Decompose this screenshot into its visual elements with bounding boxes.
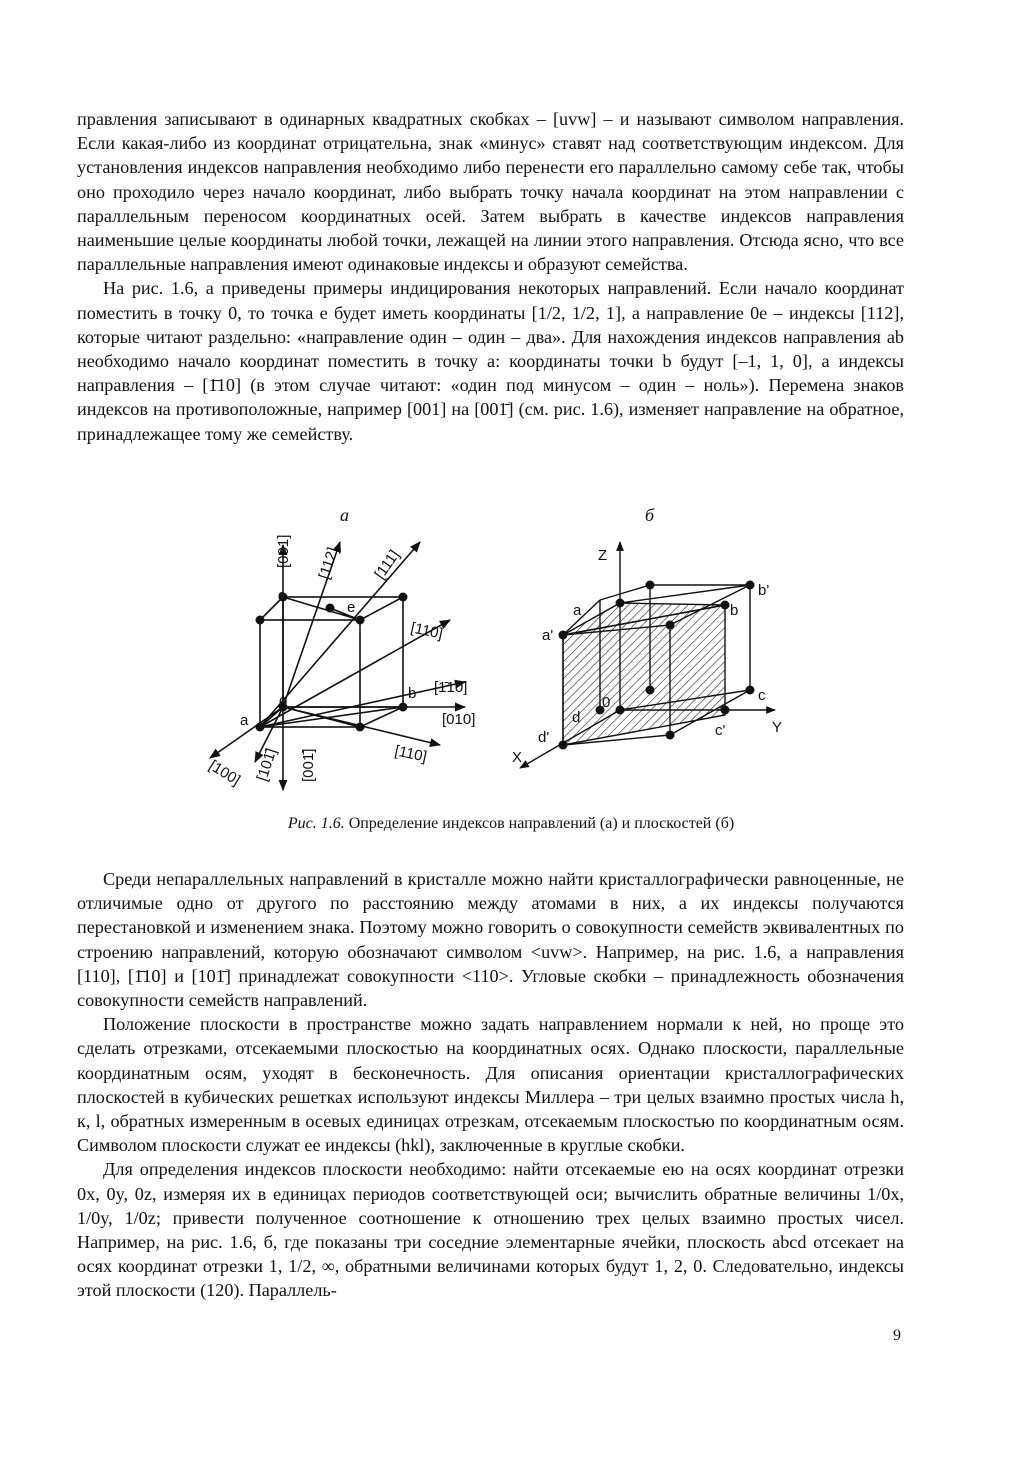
paragraph: На рис. 1.6, а приведены примеры индицирования некоторых направлений. Если начало координат поместить в точку 0, то точка e будет иметь координаты [1/2, 1/2, 1], а направление 0e – индексы [112], которые читают раздельно: «направление один – один – два». Для нахождения индексов направления ab необходимо начало координат поместить в точку a: координаты точки b будут [–1, 1, 0], а индексы направления – [1̄10] (в этом случае читают: «один под минусом – один – ноль»). Перемена знаков индексов на противоположные, например [001] на [001̄] (см. рис. 1.6), изменяет направление на обратное, принадлежащее тому же семейству. [77, 278, 904, 444]
point-e: e [347, 599, 356, 616]
point-c: c [278, 587, 286, 604]
figure-label-a: а [340, 505, 349, 525]
paragraph: Среди непараллельных направлений в кристалле можно найти кристаллографически равноценные, не отличимые одно от другого по расстоянию между атомами в них, а их индексы получаются перестановкой и изменением знака. Поэтому можно говорить о совокупности семейств эквивалентных по строению направлений, которую обозначают символом <uvw>. Например, на рис. 1.6, а направления [110], [1̄10] и [101̄] принадлежат совокупности <110>. Угловые скобки – принадлежность обозначения совокупности семейств направлений. [77, 869, 904, 1011]
figure-1-6 [190, 500, 790, 800]
axis-z: Z [598, 547, 608, 564]
point-c: c [758, 687, 766, 704]
point-o: 0 [279, 694, 288, 711]
point-b: b [730, 602, 739, 619]
figure-caption [0, 815, 1022, 833]
figure-diagrams [190, 500, 790, 800]
point-a-prime: a' [542, 627, 554, 644]
label-010: [010] [442, 711, 476, 728]
axis-y: Y [772, 719, 783, 736]
paragraph: Для определения индексов плоскости необходимо: найти отсекаемые ею на осях координат отрезки 0x, 0y, 0z, измеряя их в единицах периодов соответствующей оси; вычислить обратные величины 1/0x, 1/0y, 1/0z; привести полученное соотношение к отношению трех целых взаимно простых чисел. Например, на рис. 1.6, б, где показаны три соседние элементарные ячейки, плоскость abcd отсекает на осях координат отрезки 1, 1/2, ∞, обратными величинами которых будут 1, 2, 0. Следовательно, индексы этой плоскости (120). Параллель- [77, 1159, 904, 1301]
top-text [77, 107, 904, 446]
point-d: d [572, 709, 581, 726]
point-d-prime: d' [538, 729, 550, 746]
bottom-text [77, 867, 904, 1303]
point-a: a [573, 602, 582, 619]
label-001: [001] [275, 534, 292, 568]
figure-label-b: б [645, 505, 655, 525]
point-o: 0 [602, 694, 611, 711]
label-110: [110] [409, 619, 445, 643]
label-111: [111] [371, 547, 404, 583]
page-number: 9 [893, 1327, 901, 1344]
point-c-prime: c' [715, 722, 726, 739]
label-10m1: [101̄] [253, 746, 281, 784]
label-100: [100] [205, 756, 244, 790]
paragraph: правления записывают в одинарных квадратных скобках – [uvw] – и называют символом направления. Если какая-либо из координат отрицательна, знак «минус» ставят над соответствующим индексом. Для установления индексов направления необходимо либо перенести его параллельно самому себе так, чтобы оно проходило через начало координат, либо выбрать точку начала координат на этом направлении с параллельным переносом координатных осей. Затем выбрать в качестве индексов направления наименьшие целые координаты любой точки, лежащей на линии этого направления. Отсюда ясно, что все параллельные направления имеют одинаковые индексы и образуют семейства. [77, 109, 904, 275]
caption-prefix: Рис. 1.6. [287, 815, 345, 832]
label-110b: [110] [393, 742, 429, 766]
diagram-b [520, 542, 775, 768]
caption-text: Определение индексов направлений (а) и плоскостей (б) [348, 815, 735, 832]
point-b: b [408, 685, 417, 702]
label-00m1: [001̄] [300, 748, 317, 782]
point-a: a [240, 712, 249, 729]
label-m110: [1̄10] [434, 679, 468, 696]
point-b-prime: b' [758, 582, 770, 599]
paragraph: Положение плоскости в пространстве можно задать направлением нормали к ней, но проще это сделать отрезками, отсекаемыми плоскостью на координатных осях. Однако плоскости, параллельные координатным осям, уходят в бесконечность. Для описания ориентации кристаллографических плоскостей в кубических решетках используют индексы Миллера – три целых взаимно простых числа h, к, l, обратных измеренным в осевых единицах отрезкам, отсекаемым плоскостью по координатным осям. Символом плоскости служат ее индексы (hkl), заключенные в круглые скобки. [77, 1014, 904, 1156]
label-112: [112] [315, 545, 342, 582]
axis-x: X [512, 749, 523, 766]
